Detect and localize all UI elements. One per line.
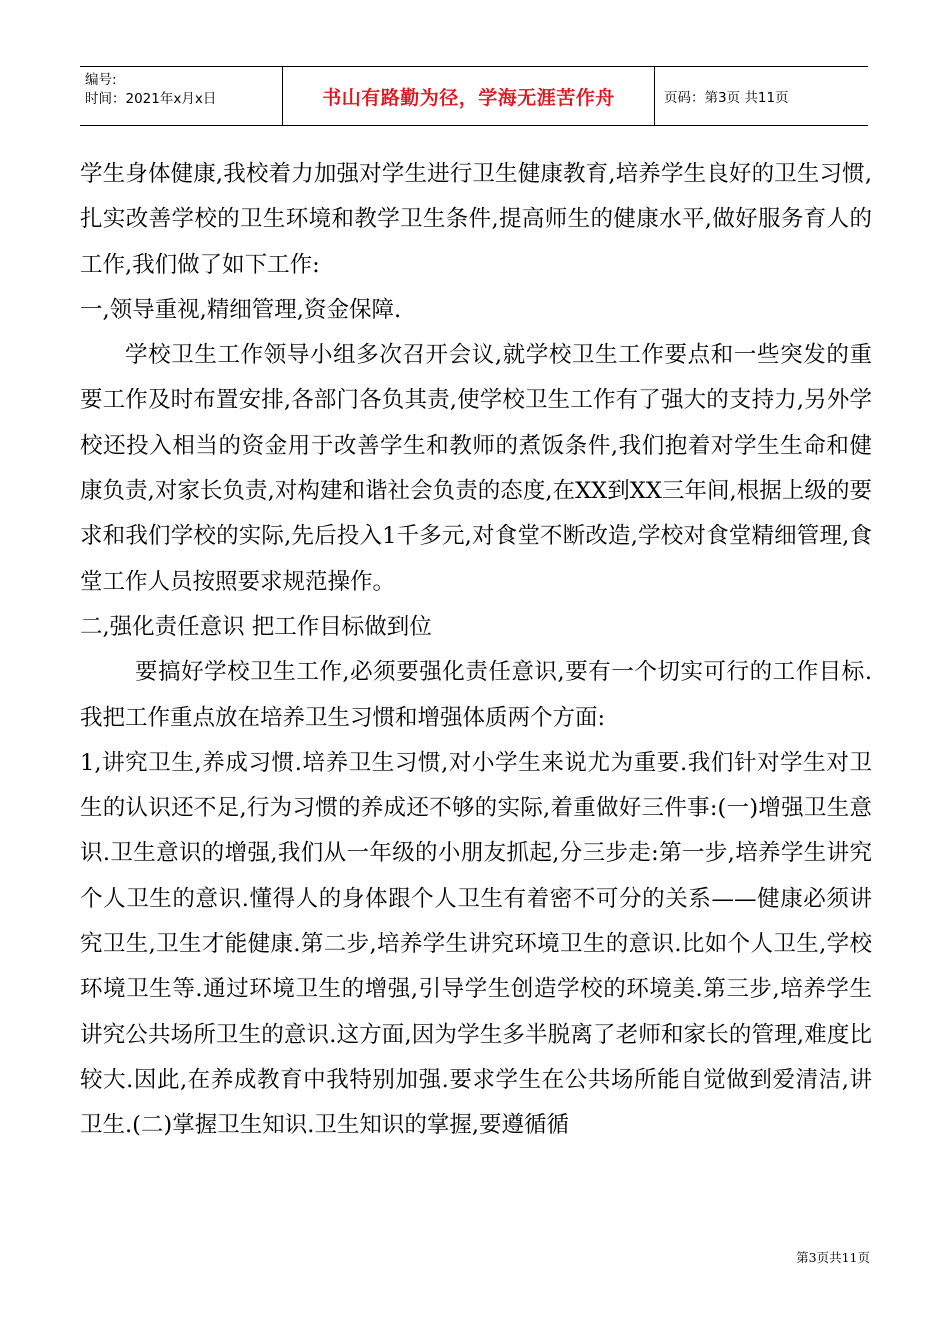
- page-header: [80, 66, 868, 126]
- paragraph-item-1: 1,讲究卫生,养成习惯.培养卫生习惯,对小学生来说尤为重要.我们针对学生对卫生的认识还不足,行为习惯的养成还不够的实际,着重做好三件事:(一)增强卫生意识.卫生意识的增强,我们从一年级的小朋友抓起,分三步走:第一步,培养学生讲究个人卫生的意识.懂得人的身体跟个人卫生有着密不可分的关系——健康必须讲究卫生,卫生才能健康.第二步,培养学生讲究环境卫生的意识.比如个人卫生,学校环境卫生等.通过环境卫生的增强,引导学生创造学校的环境美.第三步,培养学生讲究公共场所卫生的意识.这方面,因为学生多半脱离了老师和家长的管理,难度比较大.因此,在养成教育中我特别加强.要求学生在公共场所能自觉做到爱清洁,讲卫生.(二)掌握卫生知识.卫生知识的掌握,要遵循循: [80, 749, 872, 1139]
- header-page-number: 页码：第3页 共11页: [664, 90, 789, 106]
- page-footer: 第3页共11页: [796, 1250, 870, 1265]
- document-date-label: 时间：2021年x月x日: [85, 91, 217, 107]
- paragraph-intro: 学生身体健康,我校着力加强对学生进行卫生健康教育,培养学生良好的卫生习惯,扎实改善学校的卫生环境和教学卫生条件,提高师生的健康水平,做好服务育人的工作,我们做了如下工作:: [80, 161, 872, 278]
- document-number-label: 编号:: [85, 72, 117, 88]
- header-meta: [80, 67, 283, 125]
- header-motto: 书山有路勤为径，学海无涯苦作舟: [283, 67, 655, 125]
- section-heading-2: 二,强化责任意识 把工作目标做到位: [80, 613, 432, 640]
- document-body: [80, 152, 872, 1149]
- section-heading-1: 一,领导重视,精细管理,资金保障.: [80, 296, 402, 323]
- paragraph-section-2: 要搞好学校卫生工作,必须要强化责任意识,要有一个切实可行的工作目标.我把工作重点放在培养卫生习惯和增强体质两个方面:: [80, 659, 872, 731]
- paragraph-section-1: 学校卫生工作领导小组多次召开会议,就学校卫生工作要点和一些突发的重要工作及时布置安排,各部门各负其责,使学校卫生工作有了强大的支持力,另外学校还投入相当的资金用于改善学生和教师的煮饭条件,我们抱着对学生生命和健康负责,对家长负责,对构建和谐社会负责的态度,在XX到XX三年间,根据上级的要求和我们学校的实际,先后投入1千多元,对食堂不断改造,学校对食堂精细管理,食堂工作人员按照要求规范操作。: [80, 342, 872, 595]
